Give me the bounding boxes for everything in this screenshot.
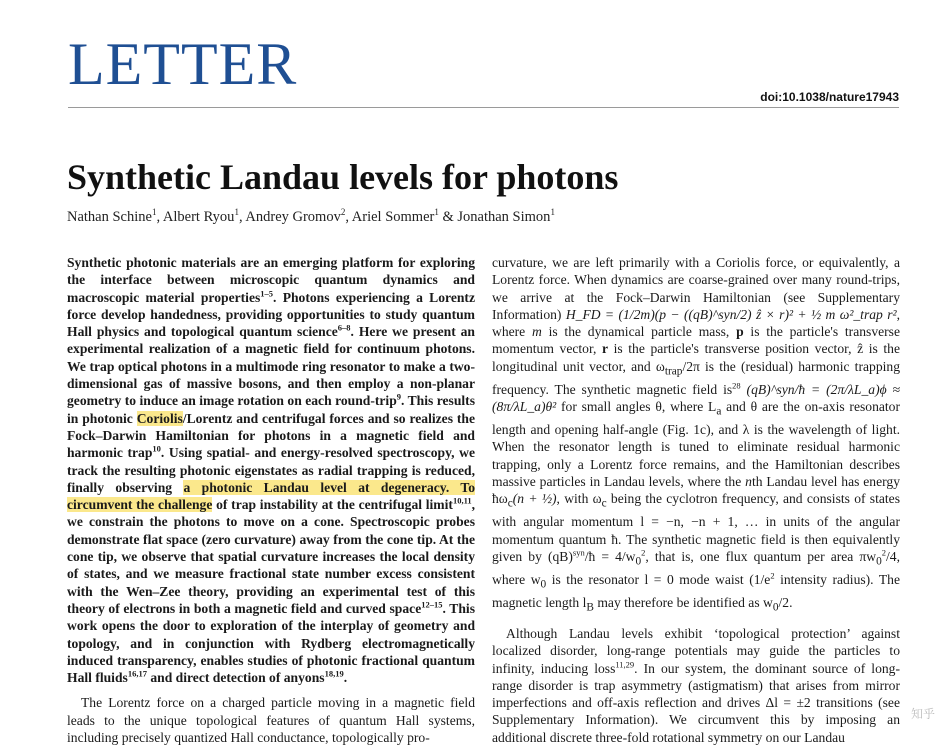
highlight-coriolis[interactable]: Coriolis bbox=[136, 410, 183, 426]
left-column bbox=[67, 254, 475, 746]
right-column bbox=[492, 254, 900, 746]
author-1[interactable]: Nathan Schine$^1$ bbox=[67, 207, 157, 225]
abstract: Synthetic photonic materials are an emerging platform for exploring the interface between microscopic quantum dynamics and macroscopic material properties$^{1-5}$. Photons experiencing a Lorentz force develop handedness, providing opportunities to study quantum Hall physics and topological quantum science$^{6-8}$. Here we present an experimental realization of a magnetic field for continuum photons. We trap optical photons in a multimode ring resonator to make a two-dimensional gas of massive bosons, and then employ a non-planar geometry to induce an image rotation on each round-trip$^9$. This results in photonic Coriolis/Lorentz and centrifugal forces and so realizes the Fock–Darwin Hamiltonian for photons in a magnetic field and harmonic trap$^{10}$. Using spatial- and energy-resolved spectroscopy, we track the resulting photonic eigenstates as radial trapping is reduced, finally observing a photonic Landau level at degeneracy. To circumvent the challenge of trap instability at the centrifugal limit$^{10,11}$, we constrain the photons to move on a cone. Spectroscopic probes demonstrate flat space (zero curvature) away from the cone tip. At the cone tip, we observe that spatial curvature increases the local density of states, and we measure fractional state number excess consistent with the Wen–Zee theory, providing an experimental test of this theory of electrons in both a magnetic field and curved space$^{12-15}$. This work opens the door to exploration of the interplay of geometry and topology, and in conjunction with Rydberg electromagnetically induced transparency, enables studies of photonic fractional quantum Hall fluids$^{16,17}$ and direct detection of anyons$^{18,19}$. bbox=[67, 255, 476, 686]
equation-synthetic-field: (qB)^syn/ħ = (2π/λL_a)ϕ ≈ (8π/λL_a)θ² bbox=[492, 381, 901, 415]
body-paragraph-3: Although Landau levels exhibit ‘topological protection’ against localized disorder, long-range potentials may guide the particles to infinity, inducing loss$^{11,29}$. In our system, the dominant source of long-range disorder is trap asymmetry (astigmatism) that arises from mirror imperfections and off-axis reflection and drives Δl = ±2 transitions (see Supplementary Information). We circumvent this by imposing an additional discrete three-fold rotational symmetry on our Landau bbox=[492, 625, 900, 745]
section-label: LETTER bbox=[68, 31, 298, 97]
author-3[interactable]: Andrey Gromov$^2$ bbox=[245, 207, 346, 225]
author-2[interactable]: Albert Ryou$^1$ bbox=[162, 207, 239, 225]
body-paragraph-1: The Lorentz force on a charged particle moving in a magnetic field leads to the unique topological features of quantum Hall systems, including precisely quantized Hall conductance, topologically pro- bbox=[67, 695, 475, 746]
article-title: Synthetic Landau levels for photons bbox=[67, 157, 619, 197]
author-5[interactable]: Jonathan Simon$^1$ bbox=[457, 207, 555, 225]
doi-link[interactable]: doi:10.1038/nature17943 bbox=[760, 90, 899, 104]
equation-fock-darwin: H_FD = (1/2m)(p − ((qB)^syn/2) ẑ × r)² + ½ m ω²_trap r² bbox=[565, 306, 897, 322]
author-list: Nathan Schine$^1$, Albert Ryou$^1$, Andrey Gromov$^2$, Ariel Sommer$^1$ & Jonathan Simon$^1$ bbox=[67, 207, 555, 225]
highlight-landau-level[interactable]: a photonic Landau level at degeneracy. To circumvent the challenge bbox=[67, 479, 476, 513]
body-paragraph-2: curvature, we are left primarily with a Coriolis force, or equivalently, a Lorentz force. When dynamics are coarse-grained over many round-trips, we arrive at the Fock–Darwin Hamiltonian (see Supplementary Information) H_FD = (1/2m)(p − ((qB)^syn/2) ẑ × r)² + ½ m ω²_trap r², where m is the dynamical particle mass, p is the particle's transverse momentum vector, r is the particle's transverse position vector, ẑ is the longitudinal unit vector, and $\omega_{trap}/2\pi$ is the (residual) harmonic trapping frequency. The synthetic magnetic field $is^{28}$ (qB)^syn/ħ = (2π/λL_a)ϕ ≈ (8π/λL_a)θ² for small angles θ, where $L_a$ and θ are the on-axis resonator length and opening half-angle (Fig. 1c), and λ is the wavelength of light. When the resonator length is tuned to eliminate residual harmonic trapping, only a Lorentz force remains, and the Hamiltonian describes massive particles in Landau levels, where the nth Landau level has energy $ħ\omega_c(n$ + ½), with $\omega_c$ being the cyclotron frequency, and consists of states with angular momentum l = −n, −n + 1, … in units of the angular momentum quantum ħ. The synthetic magnetic field is then equivalently given by (qB)$^{syn}$/ħ = $4/w_0^2$, that is, one flux quantum per area $\pi w_0^2/4$, where $w_0$ is the resonator l = 0 mode waist ($1/e^2$ intensity radius). The magnetic length $l_B$ may therefore be identified as $w_0/2$. bbox=[492, 255, 901, 614]
equation-landau-energy: (n + ½) bbox=[512, 491, 557, 507]
author-4[interactable]: Ariel Sommer$^1$ bbox=[351, 207, 439, 225]
header-rule bbox=[68, 107, 899, 108]
watermark-logo: 知乎 bbox=[910, 707, 935, 721]
